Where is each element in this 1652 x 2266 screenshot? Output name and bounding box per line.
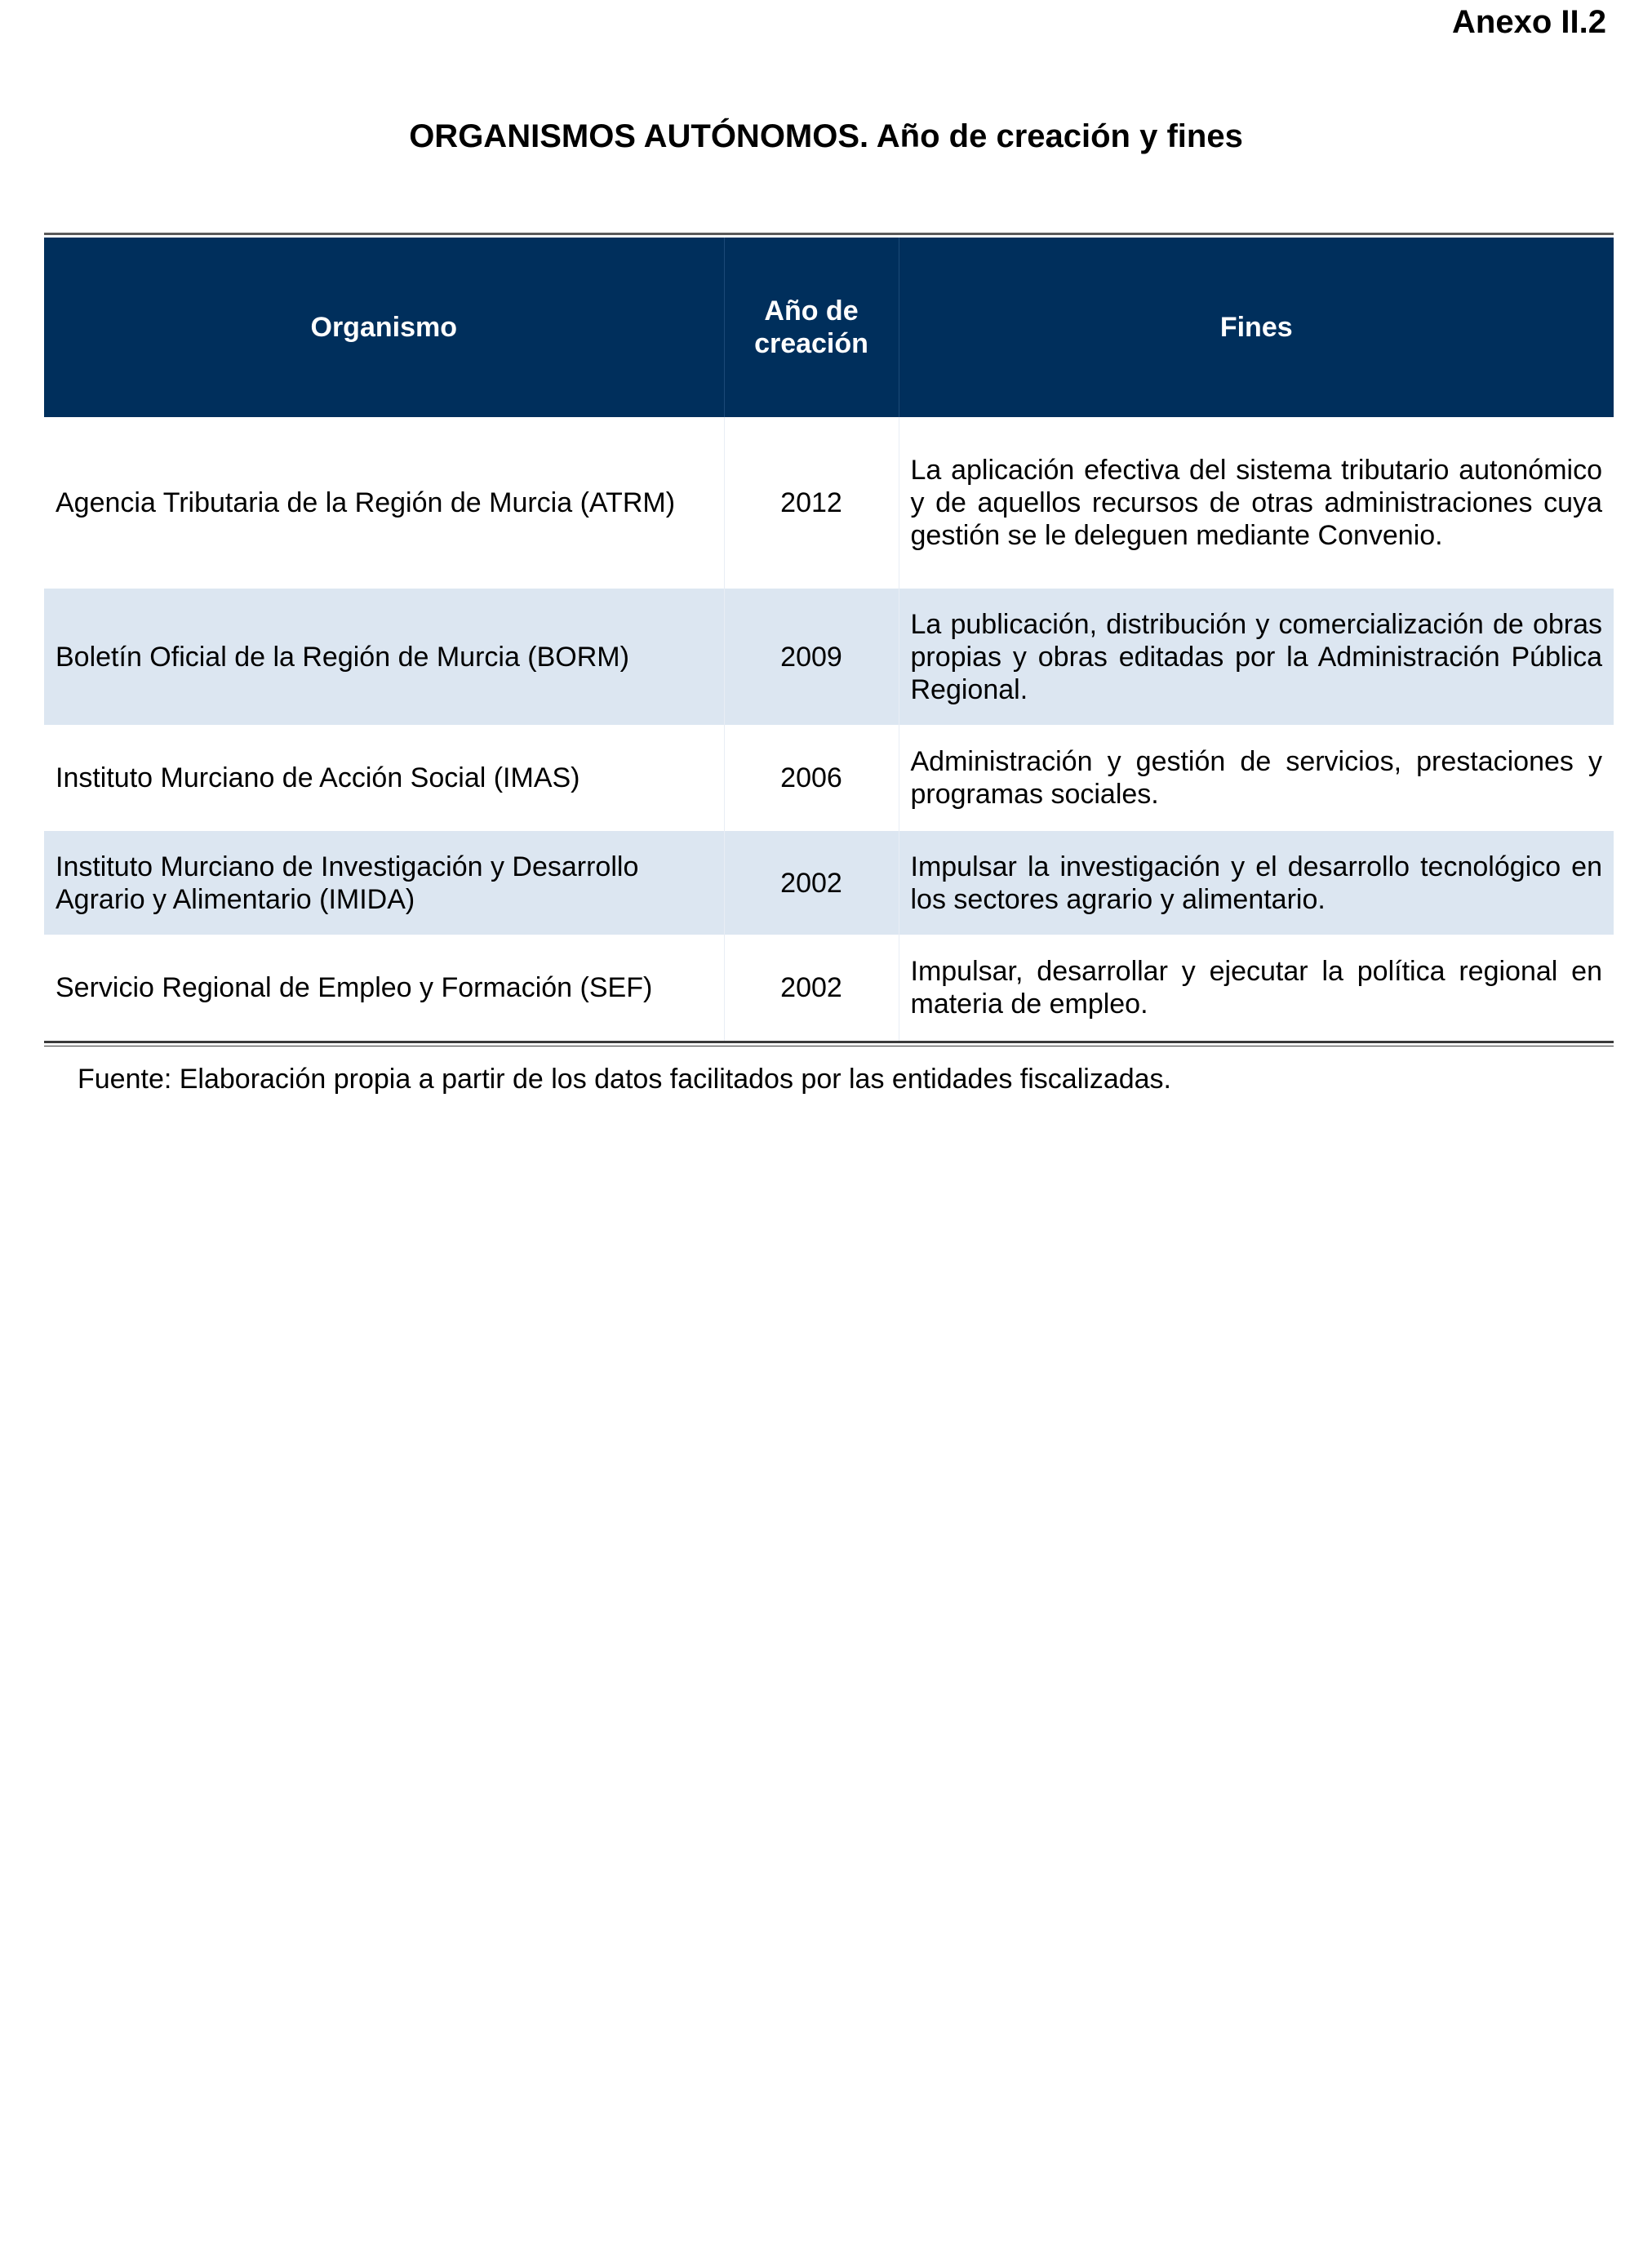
page-title: ORGANISMOS AUTÓNOMOS. Año de creación y fines xyxy=(409,118,1243,154)
anio-cell: 2009 xyxy=(724,589,899,725)
table-row xyxy=(44,725,1614,831)
fines-cell: Administración y gestión de servicios, prestaciones y programas sociales. xyxy=(899,725,1614,831)
anio-cell: 2002 xyxy=(724,831,899,935)
organismos-table-container xyxy=(44,233,1614,1046)
annex-label: Anexo II.2 xyxy=(1452,4,1606,40)
table-row xyxy=(44,589,1614,725)
fines-cell: La aplicación efectiva del sistema tributario autonómico y de aquellos recursos de otras administraciones cuya gestión se le deleguen mediante Convenio. xyxy=(899,417,1614,589)
source-note: Fuente: Elaboración propia a partir de los datos facilitados por las entidades fiscalizadas. xyxy=(78,1064,1171,1095)
organismos-table xyxy=(44,238,1614,1041)
anio-cell: 2002 xyxy=(724,935,899,1041)
organismo-cell: Boletín Oficial de la Región de Murcia (BORM) xyxy=(44,589,724,725)
organismo-cell: Instituto Murciano de Acción Social (IMAS) xyxy=(44,725,724,831)
table-bottom-rule xyxy=(44,1041,1614,1046)
table-row xyxy=(44,417,1614,589)
organismo-cell: Instituto Murciano de Investigación y Desarrollo Agrario y Alimentario (IMIDA) xyxy=(44,831,724,935)
table-row xyxy=(44,831,1614,935)
fines-cell: La publicación, distribución y comercialización de obras propias y obras editadas por la Administración Pública Regional. xyxy=(899,589,1614,725)
column-header-organismo: Organismo xyxy=(44,238,724,417)
table-header-row xyxy=(44,238,1614,417)
column-header-anio: Año de creación xyxy=(724,238,899,417)
table-row xyxy=(44,935,1614,1041)
organismo-cell: Agencia Tributaria de la Región de Murcia (ATRM) xyxy=(44,417,724,589)
column-header-fines: Fines xyxy=(899,238,1614,417)
fines-cell: Impulsar la investigación y el desarrollo tecnológico en los sectores agrario y alimentario. xyxy=(899,831,1614,935)
fines-cell: Impulsar, desarrollar y ejecutar la política regional en materia de empleo. xyxy=(899,935,1614,1041)
organismo-cell: Servicio Regional de Empleo y Formación (SEF) xyxy=(44,935,724,1041)
anio-cell: 2012 xyxy=(724,417,899,589)
anio-cell: 2006 xyxy=(724,725,899,831)
